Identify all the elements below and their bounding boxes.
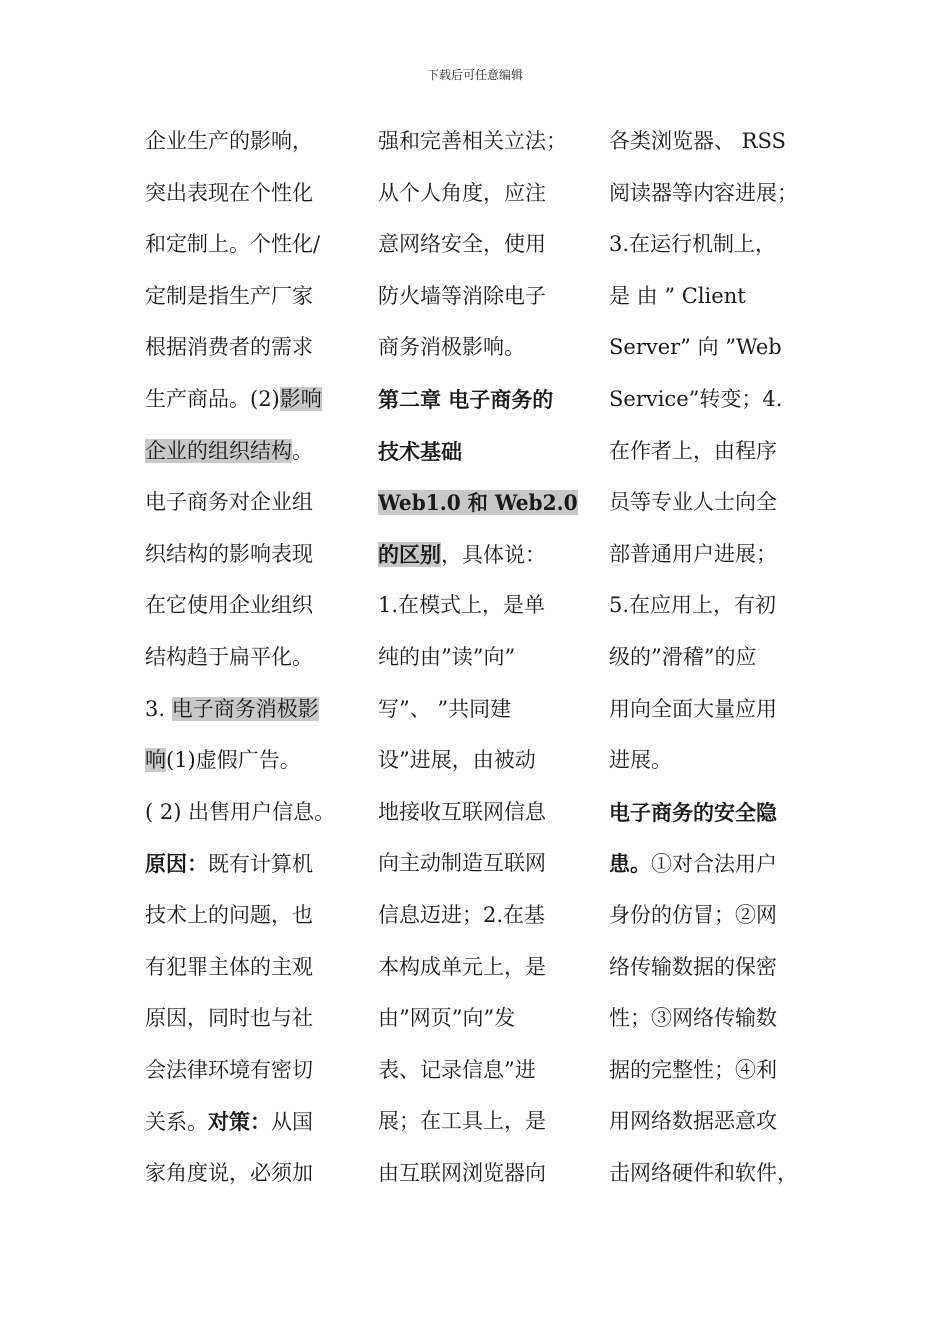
text-line — [145, 632, 345, 684]
text-line — [609, 1148, 809, 1200]
bold-text: 第二章 电子商务的 — [378, 386, 554, 412]
text-line — [145, 219, 345, 271]
bold-text: Web1.0 和 Web2.0 — [378, 490, 578, 516]
text-line — [609, 426, 809, 478]
text-segment: 会法律环境有密切 — [145, 1057, 313, 1082]
text-segment: 从个人角度，应注 — [378, 180, 546, 205]
text-segment: 进展。 — [609, 748, 672, 773]
text-segment: 1.在模式上，是单 — [378, 593, 546, 618]
highlighted-text: 电子商务消极影 — [171, 696, 319, 721]
text-line — [145, 580, 345, 632]
text-line — [145, 838, 345, 890]
text-line — [609, 993, 809, 1045]
text-line — [609, 477, 809, 529]
text-line — [145, 477, 345, 529]
text-segment: 家角度说，必须加 — [145, 1160, 313, 1185]
text-segment: 阅读器等内容进展； — [609, 180, 798, 205]
text-line — [609, 374, 809, 426]
text-line — [378, 632, 578, 684]
text-line — [378, 477, 578, 529]
text-line — [609, 684, 809, 736]
text-segment: 结构趋于扁平化。 — [145, 644, 313, 669]
text-segment: 员等专业人士向全 — [609, 490, 777, 515]
text-segment: 在它使用企业组织 — [145, 593, 313, 618]
text-segment: 击网络硬件和软件， — [609, 1160, 798, 1185]
text-line — [378, 322, 578, 374]
text-segment: 身份的仿冒；②网 — [609, 902, 777, 927]
text-segment: 定制是指生产厂家 — [145, 283, 313, 308]
text-line — [145, 1045, 345, 1097]
text-segment: 3. — [145, 696, 172, 721]
text-segment: 既有计算机 — [208, 852, 313, 877]
text-line — [609, 116, 809, 168]
text-segment: 络传输数据的保密 — [609, 954, 777, 979]
text-segment: 部普通用户进展； — [609, 541, 777, 566]
page-header: 下载后可任意编辑 — [426, 68, 523, 82]
text-line — [145, 1148, 345, 1200]
text-segment: (1)虚假广告。 — [166, 748, 301, 773]
text-line — [145, 993, 345, 1045]
text-line — [378, 993, 578, 1045]
text-line — [609, 1045, 809, 1097]
text-segment: 表、记录信息”进 — [378, 1057, 536, 1082]
text-segment: 3.在运行机制上， — [609, 232, 777, 257]
bold-text: 的区别 — [378, 541, 441, 567]
text-segment: 由互联网浏览器向 — [378, 1160, 546, 1185]
text-line — [145, 271, 345, 323]
text-segment: 用向全面大量应用 — [609, 696, 777, 721]
text-column-1 — [145, 116, 345, 1199]
text-segment: 商务消极影响。 — [378, 335, 525, 360]
text-line — [145, 168, 345, 220]
text-line — [145, 426, 345, 478]
text-line — [378, 890, 578, 942]
text-line — [378, 735, 578, 787]
text-segment: 由”网页”向”发 — [378, 1006, 516, 1031]
text-line — [378, 787, 578, 839]
text-line — [378, 529, 578, 581]
text-segment: ①对合法用户 — [651, 852, 777, 877]
text-line — [145, 322, 345, 374]
text-column-3 — [609, 116, 809, 1199]
text-segment: 本构成单元上，是 — [378, 954, 546, 979]
text-segment: 展；在工具上，是 — [378, 1109, 546, 1134]
text-segment: 纯的由”读”向” — [378, 644, 516, 669]
text-line — [609, 529, 809, 581]
bold-text: 患。 — [609, 851, 651, 877]
text-segment: 据的完整性；④利 — [609, 1057, 777, 1082]
text-segment: ( 2) 出售用户信息。 — [145, 799, 336, 824]
text-segment: Server” 向 ”Web — [609, 335, 782, 360]
text-line — [609, 838, 809, 890]
bold-text: 对策： — [208, 1109, 271, 1135]
text-segment: 向主动制造互联网 — [378, 851, 546, 876]
text-segment: 强和完善相关立法； — [378, 129, 567, 153]
text-line — [609, 632, 809, 684]
text-line — [145, 787, 345, 839]
text-line — [145, 684, 345, 736]
text-line — [378, 942, 578, 994]
text-line — [145, 374, 345, 426]
text-line — [145, 529, 345, 581]
text-segment: 用网络数据恶意攻 — [609, 1109, 777, 1134]
text-line — [378, 1148, 578, 1200]
text-segment: 企业生产的影响， — [145, 129, 313, 153]
text-line — [609, 787, 809, 839]
text-segment: 有犯罪主体的主观 — [145, 954, 313, 979]
text-line — [145, 1096, 345, 1148]
text-line — [609, 580, 809, 632]
text-segment: 地接收互联网信息 — [378, 799, 546, 824]
text-line — [378, 684, 578, 736]
text-segment: 和定制上。个性化/ — [145, 232, 321, 257]
text-segment: 原因，同时也与社 — [145, 1006, 313, 1031]
text-line — [609, 271, 809, 323]
text-line — [609, 168, 809, 220]
bold-text: 原因： — [145, 851, 208, 877]
text-line — [378, 580, 578, 632]
text-line — [378, 168, 578, 220]
text-segment: 信息迈进；2.在基 — [378, 902, 546, 927]
text-line — [609, 735, 809, 787]
text-segment: 生产商品。(2) — [145, 386, 280, 411]
text-line — [609, 219, 809, 271]
text-segment: 防火墙等消除电子 — [378, 283, 546, 308]
text-column-2 — [378, 116, 578, 1199]
highlighted-text: 企业的组织结构 — [145, 438, 292, 463]
text-segment: 性；③网络传输数 — [609, 1006, 777, 1031]
text-segment: Service”转变；4. — [609, 386, 783, 411]
text-segment: 各类浏览器、 RSS — [609, 129, 786, 153]
text-segment: 织结构的影响表现 — [145, 541, 313, 566]
text-segment: 意网络安全，使用 — [378, 232, 546, 257]
text-segment: ，具体说： — [441, 542, 546, 567]
text-line — [609, 322, 809, 374]
text-segment: 根据消费者的需求 — [145, 335, 313, 360]
text-segment: 在作者上，由程序 — [609, 438, 777, 463]
text-line — [378, 374, 578, 426]
text-segment: 级的”滑稽”的应 — [609, 644, 757, 669]
text-line — [378, 219, 578, 271]
highlighted-text: 影响 — [279, 386, 322, 411]
text-line — [378, 426, 578, 478]
text-line — [378, 838, 578, 890]
text-line — [609, 1096, 809, 1148]
text-line — [378, 1045, 578, 1097]
text-segment: 设”进展，由被动 — [378, 748, 536, 773]
text-line — [145, 735, 345, 787]
text-line — [609, 890, 809, 942]
bold-text: 电子商务的安全隐 — [609, 799, 777, 825]
text-segment: 关系。 — [145, 1110, 208, 1135]
text-segment: 。 — [292, 438, 313, 463]
text-segment: 电子商务对企业组 — [145, 490, 313, 515]
text-segment: 写”、 ”共同建 — [378, 696, 512, 721]
text-line — [145, 890, 345, 942]
text-line — [378, 1096, 578, 1148]
text-line — [609, 942, 809, 994]
text-segment: 突出表现在个性化 — [145, 180, 313, 205]
bold-text: 技术基础 — [378, 438, 462, 464]
text-line — [378, 271, 578, 323]
highlighted-text: 响 — [145, 748, 166, 773]
text-segment: 从国 — [271, 1110, 313, 1135]
text-segment: 5.在应用上，有初 — [609, 593, 777, 618]
text-line — [378, 116, 578, 168]
text-line — [145, 116, 345, 168]
text-segment: 技术上的问题，也 — [145, 902, 313, 927]
text-segment: 是 由 ” Client — [609, 283, 746, 308]
text-line — [145, 942, 345, 994]
